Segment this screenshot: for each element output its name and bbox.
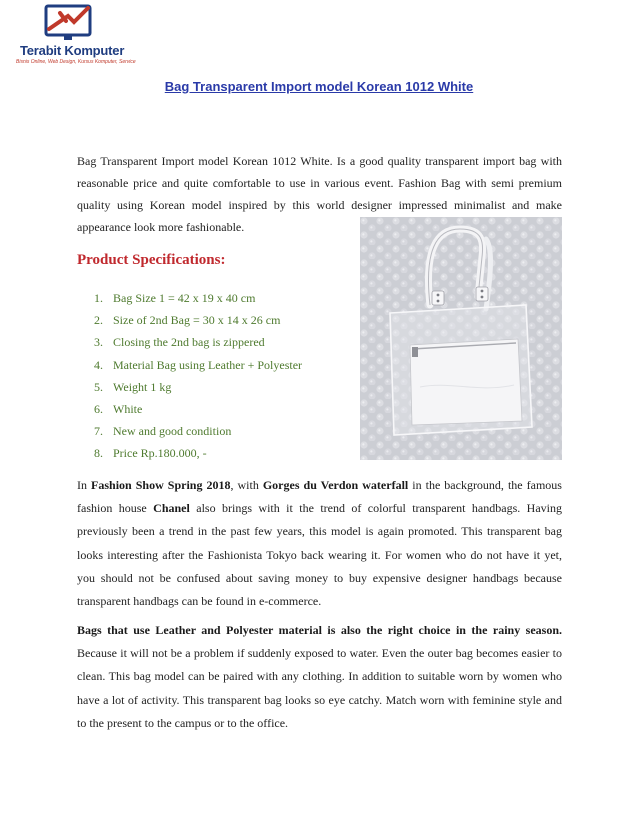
bold-lead: Bags that use Leather and Polyester material is also the right choice in the rainy season. xyxy=(77,623,562,637)
spec-item xyxy=(77,354,302,376)
spec-item xyxy=(77,331,302,353)
logo-tagline: Bisnis Online, Web Design, Kursus Komputer, Service xyxy=(16,59,136,65)
spec-text: Material Bag using Leather + Polyester xyxy=(113,357,303,372)
intro-paragraph: Bag Transparent Import model Korean 1012 White. Is a good quality transparent import bag with reasonable price and quite comfortable to use in various event. Fashion Bag with semi premium quality using Korean model inspired by this world designer impressed minimalist and make appearance look more fashionable. xyxy=(77,154,562,234)
spec-item xyxy=(77,376,302,398)
text-run: in the background, the famous fashion house xyxy=(77,478,562,516)
product-photo xyxy=(360,217,562,460)
spec-text: Bag Size 1 = 42 x 19 x 40 cm xyxy=(113,291,256,305)
spec-number: 3. xyxy=(94,335,103,350)
spec-text: New and good condition xyxy=(113,424,232,439)
bold-text: Gorges du Verdon waterfall xyxy=(262,478,409,492)
spec-number: 4. xyxy=(94,357,103,372)
spec-item xyxy=(77,309,302,331)
spec-number: 6. xyxy=(94,402,103,417)
fashion-paragraph xyxy=(77,474,562,613)
spec-text: Price Rp.180.000, - xyxy=(113,446,207,461)
spec-number: 8. xyxy=(94,446,103,461)
spec-number: 1. xyxy=(94,291,103,305)
text-run: also brings with it the trend of colorful transparent handbags. Having previously been a trend in the past few years, this model is again promoted. This transparent bag looks interesting after the Fashionista Tokyo back wearing it. For women who do not have it yet, you should not be confused about saving money to buy expensive designer handbags because transparent handbags can be found in e-commerce. xyxy=(77,501,562,609)
spec-text: Weight 1 kg xyxy=(113,379,172,394)
spec-heading: Product Specifications: xyxy=(77,252,226,268)
bold-text: Chanel xyxy=(153,501,190,516)
spec-text: Closing the 2nd bag is zippered xyxy=(113,335,265,350)
spec-text: Size of 2nd Bag = 30 x 14 x 26 cm xyxy=(113,313,281,328)
spec-number: 7. xyxy=(94,424,103,439)
spec-number: 2. xyxy=(94,313,103,328)
spec-item xyxy=(77,442,302,464)
material-paragraph xyxy=(77,619,562,735)
monitor-icon xyxy=(8,4,148,44)
page-title[interactable]: Bag Transparent Import model Korean 1012 White xyxy=(164,79,474,94)
company-logo xyxy=(8,4,148,66)
spec-list xyxy=(77,287,302,465)
bold-text: Fashion Show Spring 2018 xyxy=(91,478,231,492)
spec-number: 5. xyxy=(94,379,103,394)
text-run: In xyxy=(77,478,92,492)
spec-item xyxy=(77,287,302,309)
text-run: Because it will not be a problem if suddenly exposed to water. Even the outer bag becomes easier to clean. This bag model can be paired with any clothing. In addition to suitable worn by women who have a lot of activity. This transparent bag looks so eye catchy. Match worn with feminine style and to the present to the campus or to the office. xyxy=(77,646,562,730)
logo-wordmark: Terabit Komputer xyxy=(20,43,125,58)
text-run: , with xyxy=(230,478,263,492)
spec-item xyxy=(77,398,302,420)
spec-text: White xyxy=(113,402,143,417)
spec-item xyxy=(77,420,302,442)
